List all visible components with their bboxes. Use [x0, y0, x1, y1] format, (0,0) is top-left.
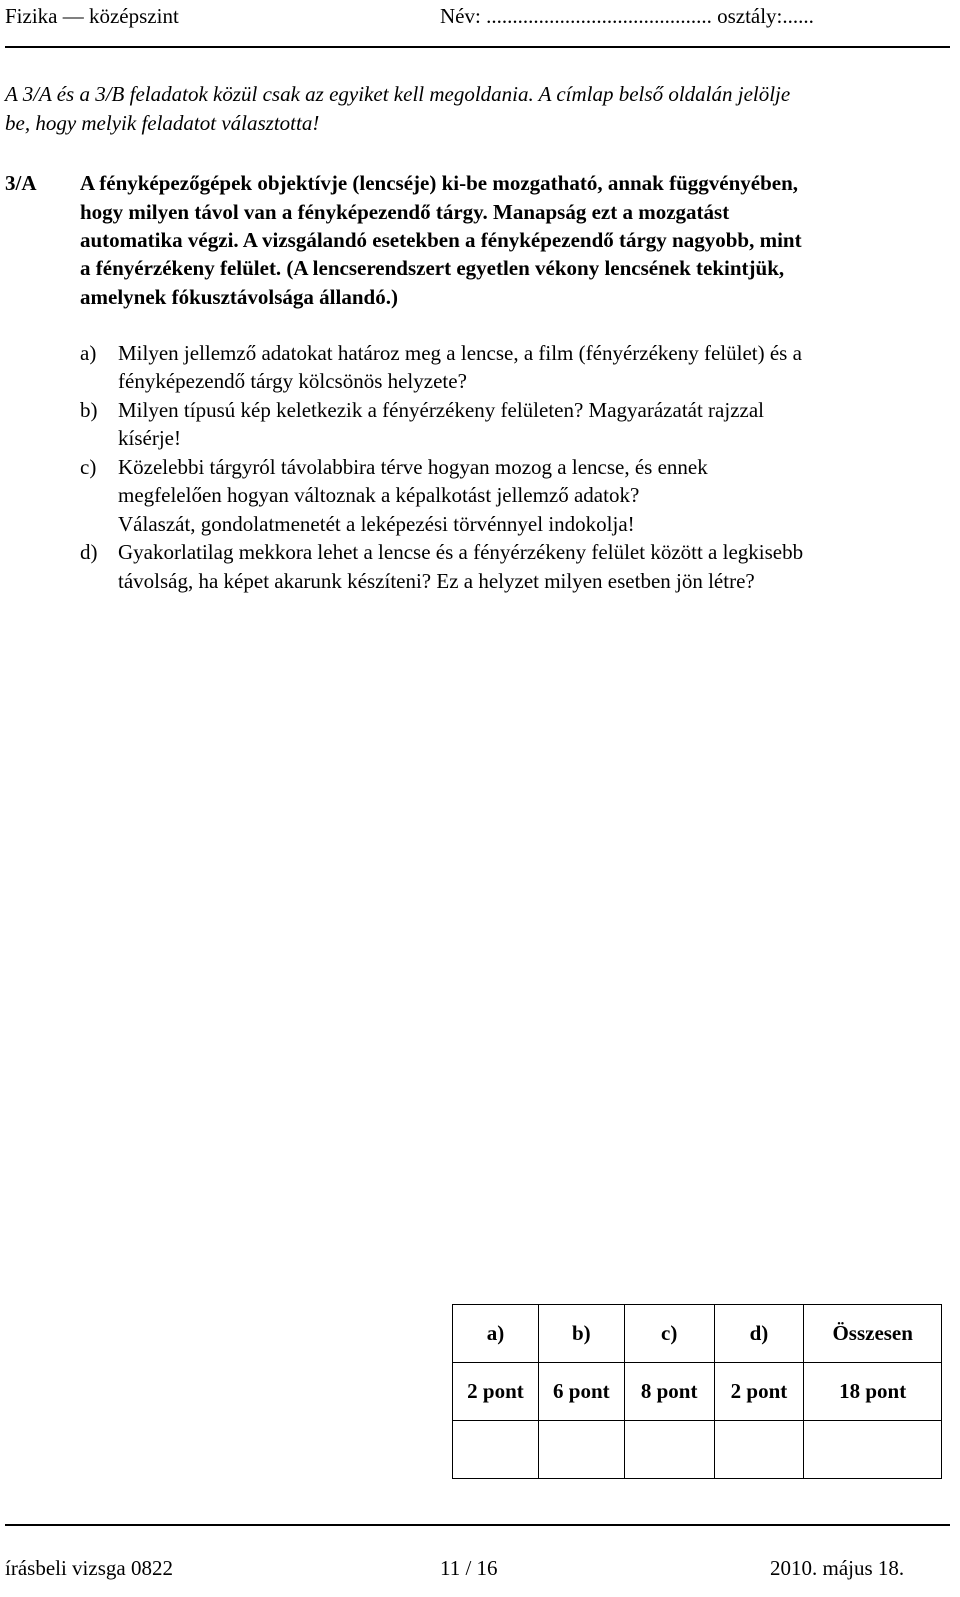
task-text-line: hogy milyen távol van a fényképezendő tárgy. Manapság ezt a mozgatást — [80, 200, 730, 224]
question-d-text: távolság, ha képet akarunk készíteni? Ez a helyzet milyen esetben jön létre? — [118, 569, 755, 593]
instruction-line-1: A 3/A és a 3/B feladatok közül csak az egyiket kell megoldania. A címlap belső oldalán jelölje — [5, 82, 791, 106]
score-header-d: d) — [714, 1305, 804, 1363]
header-subject: Fizika — középszint — [5, 4, 179, 28]
question-c-text: Válaszát, gondolatmenetét a leképezési törvénnyel indokolja! — [118, 512, 635, 536]
instruction-line-2: be, hogy melyik feladatot választotta! — [5, 111, 320, 135]
score-points-a: 2 pont — [453, 1363, 539, 1421]
score-points-d: 2 pont — [714, 1363, 804, 1421]
score-earned-d — [714, 1421, 804, 1479]
question-a-text: Milyen jellemző adatokat határoz meg a lencse, a film (fényérzékeny felület) és a — [118, 341, 802, 365]
question-b-text: Milyen típusú kép keletkezik a fényérzékeny felületen? Magyarázatát rajzzal — [118, 398, 765, 422]
score-header-c: c) — [624, 1305, 714, 1363]
question-c-text: megfelelően hogyan változnak a képalkotást jellemző adatok? — [118, 483, 640, 507]
score-header-a: a) — [453, 1305, 539, 1363]
task-text-line: A fényképezőgépek objektívje (lencséje) ki-be mozgatható, annak függvényében, — [80, 171, 799, 195]
question-b-text: kísérje! — [118, 426, 181, 450]
score-earned-b — [538, 1421, 624, 1479]
question-d-text: Gyakorlatilag mekkora lehet a lencse és a fényérzékeny felület között a legkisebb — [118, 540, 804, 564]
footer-exam-code: írásbeli vizsga 0822 — [5, 1556, 173, 1580]
score-header-b: b) — [538, 1305, 624, 1363]
question-b-letter: b) — [80, 398, 98, 422]
footer-page-number: 11 / 16 — [440, 1556, 498, 1580]
score-earned-a — [453, 1421, 539, 1479]
header-rule — [5, 46, 950, 48]
question-a-text: fényképezendő tárgy kölcsönös helyzete? — [118, 369, 467, 393]
score-header-total: Összesen — [804, 1305, 942, 1363]
score-table — [452, 1304, 942, 1479]
footer-date: 2010. május 18. — [770, 1556, 905, 1580]
score-table-earned-row — [453, 1421, 942, 1479]
header-name-class-field: Név: ........................................... osztály:...... — [440, 4, 814, 28]
task-number: 3/A — [5, 171, 37, 195]
score-points-c: 8 pont — [624, 1363, 714, 1421]
question-d-letter: d) — [80, 540, 98, 564]
footer-rule — [5, 1524, 950, 1526]
task-text-line: amelynek fókusztávolsága állandó.) — [80, 285, 398, 309]
score-points-b: 6 pont — [538, 1363, 624, 1421]
task-text-line: a fényérzékeny felület. (A lencserendszert egyetlen vékony lencsének tekintjük, — [80, 256, 785, 280]
question-a-letter: a) — [80, 341, 97, 365]
question-c-text: Közelebbi tárgyról távolabbira térve hogyan mozog a lencse, és ennek — [118, 455, 708, 479]
score-points-total: 18 pont — [804, 1363, 942, 1421]
score-table-header-row — [453, 1305, 942, 1363]
question-c-letter: c) — [80, 455, 97, 479]
score-table-points-row — [453, 1363, 942, 1421]
score-earned-c — [624, 1421, 714, 1479]
task-text-line: automatika végzi. A vizsgálandó esetekben a fényképezendő tárgy nagyobb, mint — [80, 228, 802, 252]
score-earned-total — [804, 1421, 942, 1479]
